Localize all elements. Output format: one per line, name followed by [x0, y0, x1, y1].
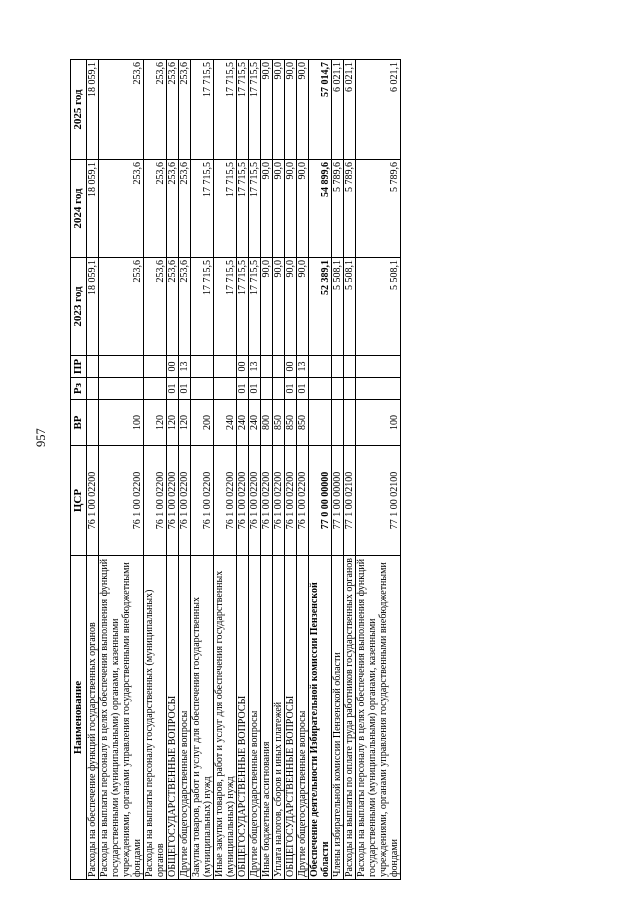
- rotated-table-container: [70, 60, 564, 880]
- budget-table: [70, 59, 401, 880]
- cell-vr: 850: [273, 400, 285, 446]
- table-row: [87, 60, 99, 880]
- header-vr: ВР: [71, 400, 87, 446]
- cell-csr: 76 1 00 02200: [273, 446, 285, 556]
- table-row: [297, 60, 309, 880]
- cell-pr: [144, 356, 167, 378]
- cell-csr: 76 1 00 02200: [285, 446, 297, 556]
- cell-2025: 90,0: [261, 60, 273, 160]
- cell-2023: 90,0: [285, 258, 297, 356]
- cell-rz: 01: [237, 378, 249, 400]
- header-2024: 2024 год: [71, 160, 87, 258]
- cell-name: Расходы на выплаты персоналу государственных (муниципальных) органов: [144, 556, 167, 880]
- cell-pr: 13: [297, 356, 309, 378]
- cell-2024: 18 059,1: [87, 160, 99, 258]
- cell-2025: 253,6: [99, 60, 144, 160]
- cell-2025: 17 715,5: [249, 60, 261, 160]
- cell-2025: 90,0: [285, 60, 297, 160]
- cell-2023: 253,6: [179, 258, 191, 356]
- header-rz: Рз: [71, 378, 87, 400]
- cell-pr: [332, 356, 344, 378]
- cell-2024: 90,0: [261, 160, 273, 258]
- header-2025: 2025 год: [71, 60, 87, 160]
- cell-csr: 76 1 00 02200: [144, 446, 167, 556]
- cell-name: ОБЩЕГОСУДАРСТВЕННЫЕ ВОПРОСЫ: [167, 556, 179, 880]
- cell-vr: 200: [191, 400, 214, 446]
- cell-csr: 77 0 00 00000: [309, 446, 332, 556]
- cell-csr: 76 1 00 02200: [179, 446, 191, 556]
- table-row: [167, 60, 179, 880]
- cell-2024: 17 715,5: [191, 160, 214, 258]
- cell-rz: [273, 378, 285, 400]
- cell-2024: 17 715,5: [214, 160, 237, 258]
- cell-2025: 90,0: [297, 60, 309, 160]
- cell-2024: 54 899,6: [309, 160, 332, 258]
- cell-rz: [144, 378, 167, 400]
- cell-rz: 01: [167, 378, 179, 400]
- cell-name: Другие общегосударственные вопросы: [297, 556, 309, 880]
- cell-name: Закупка товаров, работ и услуг для обеспечения государственных (муниципальных) нужд: [191, 556, 214, 880]
- cell-2025: 6 021,1: [356, 60, 401, 160]
- table-row: [144, 60, 167, 880]
- cell-pr: 00: [285, 356, 297, 378]
- table-row: [356, 60, 401, 880]
- cell-vr: 240: [237, 400, 249, 446]
- table-row: [214, 60, 237, 880]
- cell-2023: 17 715,5: [214, 258, 237, 356]
- cell-rz: [309, 378, 332, 400]
- cell-rz: 01: [249, 378, 261, 400]
- cell-2025: 253,6: [167, 60, 179, 160]
- table-row: [191, 60, 214, 880]
- cell-rz: [87, 378, 99, 400]
- cell-rz: 01: [179, 378, 191, 400]
- cell-rz: [356, 378, 401, 400]
- cell-vr: 120: [179, 400, 191, 446]
- cell-csr: 76 1 00 02200: [214, 446, 237, 556]
- cell-pr: [356, 356, 401, 378]
- cell-vr: [344, 400, 356, 446]
- cell-csr: 76 1 00 02200: [237, 446, 249, 556]
- cell-name: Обеспечение деятельности Избирательной комиссии Пензенской области: [309, 556, 332, 880]
- cell-rz: 01: [297, 378, 309, 400]
- cell-pr: [99, 356, 144, 378]
- cell-name: Расходы на выплаты по оплате труда работников государственных органов: [344, 556, 356, 880]
- cell-rz: [332, 378, 344, 400]
- cell-2025: 253,6: [179, 60, 191, 160]
- table-row: [99, 60, 144, 880]
- cell-2023: 17 715,5: [237, 258, 249, 356]
- cell-2023: 253,6: [99, 258, 144, 356]
- cell-pr: 00: [237, 356, 249, 378]
- cell-2023: 17 715,5: [191, 258, 214, 356]
- cell-name: Члены избирательной комиссии Пензенской области: [332, 556, 344, 880]
- cell-vr: 100: [99, 400, 144, 446]
- header-pr: ПР: [71, 356, 87, 378]
- cell-2025: 17 715,5: [237, 60, 249, 160]
- cell-rz: [214, 378, 237, 400]
- cell-csr: 76 1 00 02200: [191, 446, 214, 556]
- cell-csr: 77 1 00 02100: [344, 446, 356, 556]
- cell-name: Уплата налогов, сборов и иных платежей: [273, 556, 285, 880]
- cell-2025: 6 021,1: [332, 60, 344, 160]
- header-name: Наименование: [71, 556, 87, 880]
- cell-name: Расходы на выплаты персоналу в целях обеспечения выполнения функций государственными (муниципальными) органами, казенными учреждениями, органами управления государственными внебюджетными фондами: [99, 556, 144, 880]
- cell-pr: [214, 356, 237, 378]
- cell-2025: 90,0: [273, 60, 285, 160]
- header-2023: 2023 год: [71, 258, 87, 356]
- cell-2025: 6 021,1: [344, 60, 356, 160]
- cell-vr: 850: [297, 400, 309, 446]
- cell-rz: 01: [285, 378, 297, 400]
- cell-2023: 90,0: [273, 258, 285, 356]
- cell-2023: 52 389,1: [309, 258, 332, 356]
- cell-name: Иные закупки товаров, работ и услуг для обеспечения государственных (муниципальных) нужд: [214, 556, 237, 880]
- table-row: [344, 60, 356, 880]
- cell-2024: 253,6: [144, 160, 167, 258]
- cell-pr: [261, 356, 273, 378]
- cell-2024: 90,0: [285, 160, 297, 258]
- cell-csr: 76 1 00 02200: [297, 446, 309, 556]
- cell-vr: 120: [144, 400, 167, 446]
- cell-csr: 76 1 00 02200: [87, 446, 99, 556]
- cell-pr: [273, 356, 285, 378]
- cell-2023: 90,0: [297, 258, 309, 356]
- cell-name: Другие общегосударственные вопросы: [179, 556, 191, 880]
- cell-2023: 18 059,1: [87, 258, 99, 356]
- cell-2023: 17 715,5: [249, 258, 261, 356]
- cell-pr: 13: [249, 356, 261, 378]
- table-row: [273, 60, 285, 880]
- cell-2025: 17 715,5: [214, 60, 237, 160]
- table-body: [87, 60, 401, 880]
- cell-vr: 120: [167, 400, 179, 446]
- cell-name: Иные бюджетные ассигнования: [261, 556, 273, 880]
- cell-csr: 76 1 00 02200: [99, 446, 144, 556]
- cell-vr: 850: [285, 400, 297, 446]
- table-row: [285, 60, 297, 880]
- cell-2025: 253,6: [144, 60, 167, 160]
- cell-2025: 18 059,1: [87, 60, 99, 160]
- table-row: [332, 60, 344, 880]
- table-row: [237, 60, 249, 880]
- cell-vr: 100: [356, 400, 401, 446]
- cell-2023: 5 508,1: [332, 258, 344, 356]
- cell-2024: 5 789,6: [332, 160, 344, 258]
- table-row: [179, 60, 191, 880]
- cell-vr: 240: [214, 400, 237, 446]
- cell-name: Другие общегосударственные вопросы: [249, 556, 261, 880]
- cell-rz: [191, 378, 214, 400]
- cell-2024: 253,6: [179, 160, 191, 258]
- cell-csr: 76 1 00 02200: [261, 446, 273, 556]
- cell-2023: 90,0: [261, 258, 273, 356]
- cell-rz: [344, 378, 356, 400]
- cell-pr: [87, 356, 99, 378]
- cell-rz: [261, 378, 273, 400]
- cell-name: Расходы на выплаты персоналу в целях обеспечения выполнения функций государственными (муниципальными) органами, казенными учреждениями, органами управления государственными внебюджетными фондами: [356, 556, 401, 880]
- cell-2024: 253,6: [167, 160, 179, 258]
- cell-csr: 76 1 00 02200: [249, 446, 261, 556]
- cell-pr: 13: [179, 356, 191, 378]
- cell-csr: 77 1 00 02100: [356, 446, 401, 556]
- cell-2024: 17 715,5: [249, 160, 261, 258]
- page-number: 957: [34, 428, 48, 447]
- cell-csr: 76 1 00 02200: [167, 446, 179, 556]
- cell-vr: [309, 400, 332, 446]
- table-row: [309, 60, 332, 880]
- cell-2024: 90,0: [273, 160, 285, 258]
- cell-vr: [87, 400, 99, 446]
- cell-pr: [309, 356, 332, 378]
- cell-pr: [344, 356, 356, 378]
- cell-rz: [99, 378, 144, 400]
- cell-pr: 00: [167, 356, 179, 378]
- cell-2025: 57 014,7: [309, 60, 332, 160]
- cell-2024: 5 789,6: [356, 160, 401, 258]
- header-csr: ЦСР: [71, 446, 87, 556]
- cell-2025: 17 715,5: [191, 60, 214, 160]
- cell-2023: 253,6: [167, 258, 179, 356]
- cell-vr: 800: [261, 400, 273, 446]
- cell-pr: [191, 356, 214, 378]
- cell-2024: 5 789,6: [344, 160, 356, 258]
- cell-name: ОБЩЕГОСУДАРСТВЕННЫЕ ВОПРОСЫ: [237, 556, 249, 880]
- cell-2024: 253,6: [99, 160, 144, 258]
- cell-csr: 77 1 00 00000: [332, 446, 344, 556]
- table-row: [249, 60, 261, 880]
- cell-vr: 240: [249, 400, 261, 446]
- table-row: [261, 60, 273, 880]
- cell-name: ОБЩЕГОСУДАРСТВЕННЫЕ ВОПРОСЫ: [285, 556, 297, 880]
- cell-2023: 253,6: [144, 258, 167, 356]
- cell-vr: [332, 400, 344, 446]
- cell-2024: 17 715,5: [237, 160, 249, 258]
- cell-2024: 90,0: [297, 160, 309, 258]
- cell-name: Расходы на обеспечение функций государственных органов: [87, 556, 99, 880]
- cell-2023: 5 508,1: [356, 258, 401, 356]
- cell-2023: 5 508,1: [344, 258, 356, 356]
- header-row: [71, 60, 87, 880]
